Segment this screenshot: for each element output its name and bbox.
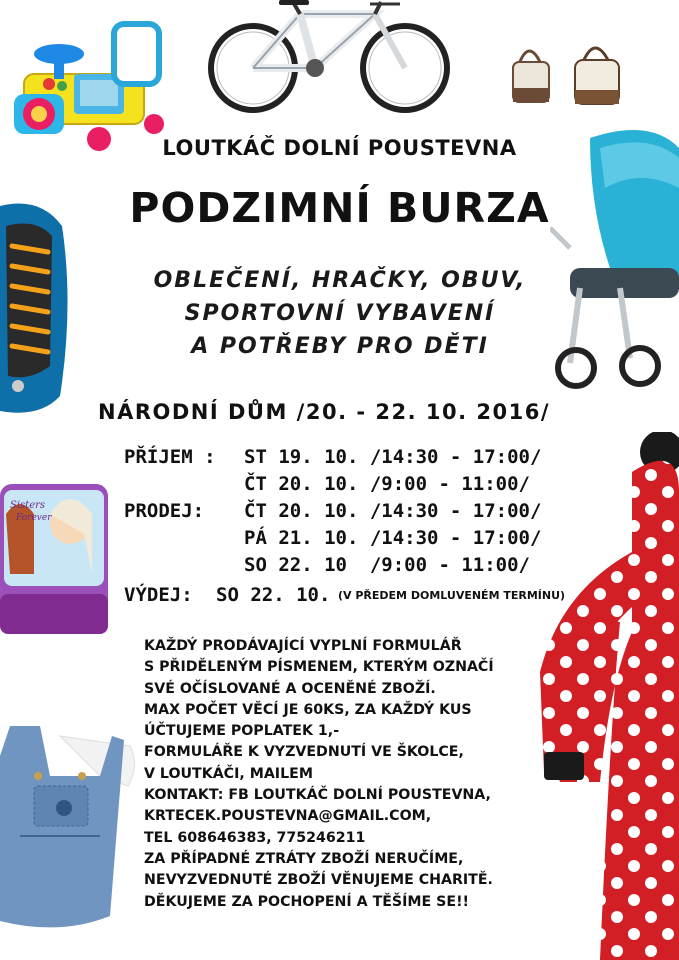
- handbags-image: [505, 34, 630, 114]
- bag-text-sisters: Sisters: [10, 500, 46, 511]
- email-line: KRTECEK.POUSTEVNA@GMAIL.COM,: [144, 808, 432, 825]
- stroller-image: [550, 128, 679, 390]
- subtitle-line-2: SPORTOVNÍ VYBAVENÍ: [184, 301, 496, 326]
- venue-dates: NÁRODNÍ DŮM /20. - 22. 10. 2016/: [98, 400, 551, 424]
- organizer-name: LOUTKÁČ DOLNÍ POUSTEVNA: [162, 136, 517, 160]
- info-line: FORMULÁŘE K VYZVEDNUTÍ VE ŠKOLCE,: [144, 744, 464, 761]
- info-line: ÚČTUJEME POPLATEK 1,-: [144, 723, 340, 740]
- info-line: ZA PŘÍPADNÉ ZTRÁTY ZBOŽÍ NERUČÍME,: [144, 850, 464, 867]
- info-line: NEVYZVEDNUTÉ ZBOŽÍ VĚNUJEME CHARITĚ.: [144, 872, 493, 889]
- prodej-time-2: PÁ 21. 10. /14:30 - 17:00/: [244, 527, 542, 549]
- prodej-time-3: SO 22. 10 /9:00 - 11:00/: [244, 554, 530, 576]
- page-title: PODZIMNÍ BURZA: [129, 184, 550, 232]
- bicycle-image: [205, 0, 457, 118]
- vydej-date: SO 22. 10.: [216, 584, 331, 606]
- prijem-time-1: ST 19. 10. /14:30 - 17:00/: [244, 446, 542, 468]
- frozen-bag-image: [0, 474, 112, 646]
- info-line: DĚKUJEME ZA POCHOPENÍ A TĚŠÍME SE!!: [144, 893, 470, 910]
- subtitle-line-3: A POTŘEBY PRO DĚTI: [191, 334, 489, 359]
- info-line: S PŘIDĚLENÝM PÍSMENEM, KTERÝM OZNAČÍ: [144, 659, 494, 676]
- prijem-label: PŘÍJEM :: [124, 446, 216, 468]
- info-line: SVÉ OČÍSLOVANÉ A OCENĚNÉ ZBOŽÍ.: [144, 680, 436, 697]
- ride-on-toy-image: [4, 14, 164, 154]
- denim-outfit-image: [0, 716, 140, 936]
- phone-line: TEL 608646383, 775246211: [144, 829, 366, 846]
- vydej-label: VÝDEJ:: [124, 584, 193, 606]
- prodej-label: PRODEJ:: [124, 500, 205, 522]
- bag-text-forever: Forever: [16, 513, 52, 523]
- prodej-time-1: ČT 20. 10. /14:30 - 17:00/: [244, 500, 542, 522]
- info-line: KAŽDÝ PRODÁVAJÍCÍ VYPLNÍ FORMULÁŘ: [144, 638, 462, 654]
- vydej-note: (V PŘEDEM DOMLUVENÉM TERMÍNU): [338, 589, 566, 602]
- subtitle-line-1: OBLEČENÍ, HRAČKY, OBUV,: [153, 268, 527, 293]
- info-line: V LOUTKÁČI, MAILEM: [144, 765, 313, 782]
- prijem-time-2: ČT 20. 10. /9:00 - 11:00/: [244, 473, 530, 495]
- info-block: [144, 636, 564, 913]
- contact-line: KONTAKT: FB LOUTKÁČ DOLNÍ POUSTEVNA,: [144, 787, 491, 804]
- info-line: MAX POČET VĚCÍ JE 60KS, ZA KAŽDÝ KUS: [144, 701, 472, 718]
